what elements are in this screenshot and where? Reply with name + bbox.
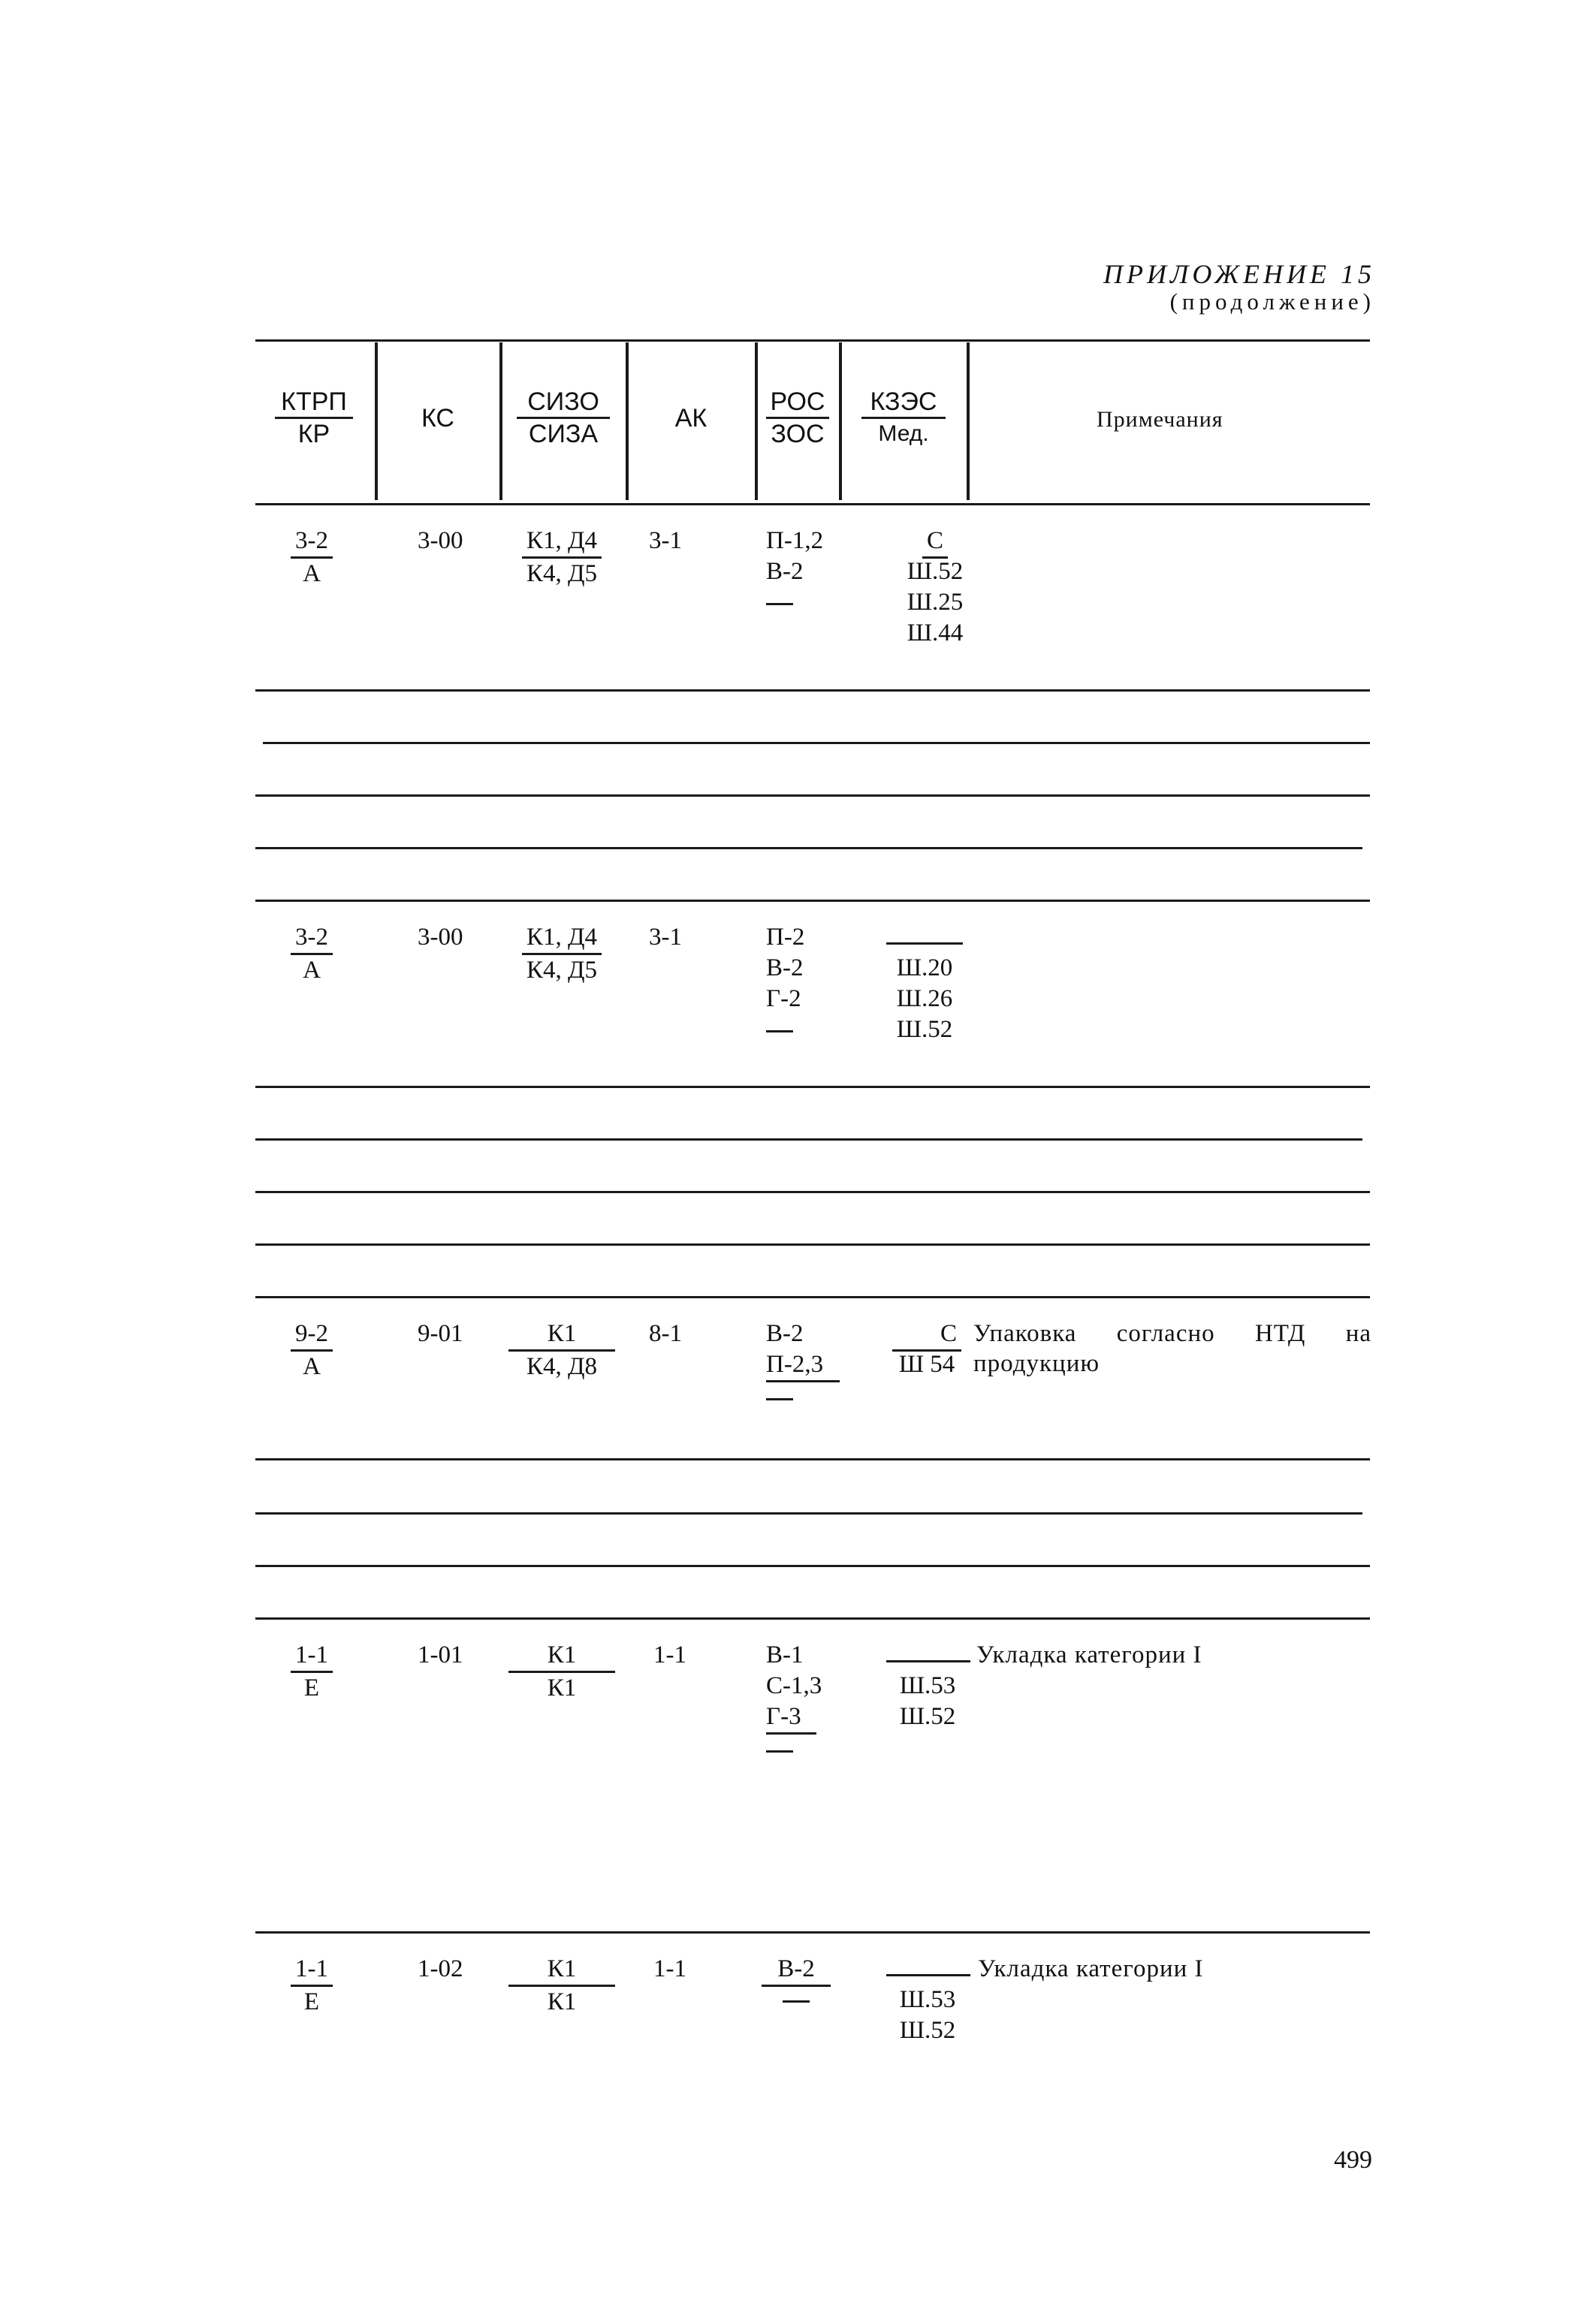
row5-kzes-item: Ш.52	[899, 2017, 956, 2044]
row-separator	[255, 1243, 1370, 1246]
row2-kzes	[883, 922, 966, 1045]
col-header-med: Мед.	[878, 421, 929, 446]
row5-ktrp: 1-1	[291, 1954, 333, 1987]
row3-siza: К4, Д8	[526, 1353, 598, 1380]
row1-zos	[766, 587, 823, 618]
row2-kr: А	[303, 957, 321, 984]
row1-ktrp: 3-2	[291, 526, 333, 559]
row4-ros-item: В-1	[766, 1641, 804, 1668]
row2-ak: 3-1	[649, 924, 682, 951]
row2-sizo: К1, Д4	[522, 922, 602, 955]
row2-ros-item: В-2	[766, 954, 804, 981]
row1-ks: 3-00	[418, 527, 463, 554]
row1-ak: 3-1	[649, 527, 682, 554]
row1-ros-item: В-2	[766, 558, 804, 585]
row1-kzes-item: Ш.44	[907, 619, 964, 647]
row2-sizo-siza	[502, 922, 622, 986]
row-separator	[255, 1086, 1370, 1088]
row2-ros-item: Г-2	[766, 985, 801, 1012]
col-sep-2	[499, 342, 502, 500]
row4-note: Укладка категории I	[976, 1641, 1202, 1668]
row4-kr: Е	[303, 1674, 320, 1702]
row4-ak: 1-1	[653, 1641, 686, 1668]
row5-ak: 1-1	[653, 1955, 686, 1982]
row-separator	[263, 742, 1370, 744]
row5-ros	[759, 1954, 834, 2015]
row5-sizo: К1	[508, 1954, 615, 1987]
row3-ros-item: В-2	[766, 1320, 804, 1347]
row2-ks: 3-00	[418, 924, 463, 951]
row2-ros	[766, 922, 804, 1045]
row4-sizo: К1	[508, 1640, 615, 1673]
row3-kr: А	[303, 1353, 321, 1380]
row-separator	[255, 1931, 1370, 1934]
row-separator	[255, 1617, 1370, 1620]
row1-kzes-item: Ш.25	[907, 589, 964, 616]
row4-zos	[766, 1735, 822, 1765]
row4-siza: К1	[547, 1674, 577, 1702]
row-separator	[255, 847, 1362, 849]
col-sep-5	[839, 342, 842, 500]
col-header-ros-zos	[759, 387, 837, 449]
row-separator	[255, 1191, 1370, 1193]
col-header-ros: РОС	[766, 387, 830, 419]
row-separator	[255, 1512, 1362, 1515]
row4-kzes-item: Ш.52	[899, 1703, 956, 1730]
col-header-kzes: КЗЭС	[861, 387, 946, 419]
row5-ros-item: В-2	[762, 1954, 831, 1987]
appendix-title: ПРИЛОЖЕНИЕ 15	[1103, 259, 1375, 289]
row5-kzes-item	[886, 1974, 970, 1976]
row4-ros	[766, 1640, 822, 1765]
row2-kzes-item: Ш.52	[896, 1016, 953, 1043]
row5-note: Укладка категории I	[978, 1955, 1204, 1982]
row5-sizo-siza	[502, 1954, 622, 2018]
row4-ks: 1-01	[418, 1641, 463, 1668]
row5-kzes-item: Ш.53	[899, 1986, 956, 2013]
row5-kr: Е	[303, 1988, 320, 2015]
row2-kzes-item: Ш.26	[896, 985, 953, 1012]
col-header-notes: Примечания	[1097, 407, 1223, 432]
row5-kzes	[886, 1954, 969, 2046]
row-separator	[255, 794, 1370, 797]
table-header-bottom-rule	[255, 503, 1370, 505]
row3-kzes-item: Ш 54	[898, 1351, 955, 1378]
row3-ak: 8-1	[649, 1320, 682, 1347]
row2-ktrp-kr	[285, 922, 338, 986]
row2-ktrp: 3-2	[291, 922, 333, 955]
col-header-zos: ЗОС	[771, 420, 825, 448]
row3-note: Упаковка согласно НТД на продукцию	[973, 1320, 1371, 1377]
col-header-ak: АК	[674, 404, 708, 433]
col-header-sizo: СИЗО	[517, 387, 610, 419]
page-number: 499	[1334, 2146, 1372, 2174]
row-separator	[255, 1565, 1370, 1567]
col-sep-1	[375, 342, 378, 500]
col-header-siza: СИЗА	[528, 420, 599, 448]
row2-siza: К4, Д5	[526, 957, 598, 984]
row-separator	[255, 1138, 1362, 1141]
row2-kzes-item	[886, 942, 963, 945]
col-sep-6	[967, 342, 970, 500]
row2-zos	[766, 1014, 804, 1045]
row5-siza: К1	[547, 1988, 577, 2015]
col-header-kr: КР	[297, 420, 330, 448]
row3-ros-item: П-2,3	[766, 1349, 840, 1382]
row1-siza: К4, Д5	[526, 560, 598, 587]
row4-kzes-item: Ш.53	[899, 1672, 956, 1699]
row-separator	[255, 1296, 1370, 1298]
row-separator	[255, 1458, 1370, 1460]
row5-ktrp-kr	[285, 1954, 338, 2018]
col-header-kzes-med	[843, 387, 964, 449]
row1-sizo-siza	[502, 526, 622, 589]
row1-sizo: К1, Д4	[522, 526, 602, 559]
row4-ros-item: С-1,3	[766, 1672, 822, 1699]
row3-zos	[766, 1382, 840, 1413]
col-header-sizo-siza	[503, 387, 623, 449]
row4-kzes	[886, 1640, 969, 1732]
row4-ktrp: 1-1	[291, 1640, 333, 1673]
row4-ktrp-kr	[285, 1640, 338, 1704]
row2-kzes-item: Ш.20	[896, 954, 953, 981]
row3-sizo-siza	[502, 1319, 622, 1382]
row3-kzes	[889, 1319, 964, 1380]
row1-ros	[766, 526, 823, 618]
col-header-ks: КС	[421, 404, 454, 433]
row1-kzes-item: Ш.52	[907, 558, 964, 585]
row2-ros-item: П-2	[766, 924, 805, 951]
row3-ros	[766, 1319, 840, 1413]
row4-kzes-item	[886, 1660, 970, 1662]
appendix-subtitle: (продолжение)	[1169, 288, 1375, 315]
row3-ks: 9-01	[418, 1320, 463, 1347]
col-header-ktrp-kr	[255, 387, 373, 449]
row1-kr: А	[303, 560, 321, 587]
row4-ros-item: Г-3	[766, 1702, 816, 1735]
row3-ktrp: 9-2	[291, 1319, 333, 1352]
row3-kzes-item: С	[892, 1319, 961, 1352]
row-separator	[255, 900, 1370, 902]
row5-zos	[759, 1985, 834, 2015]
row5-ks: 1-02	[418, 1955, 463, 1982]
row-separator	[255, 689, 1370, 692]
col-sep-4	[755, 342, 758, 500]
row4-sizo-siza	[502, 1640, 622, 1704]
row1-kzes	[894, 526, 976, 649]
row3-ktrp-kr	[285, 1319, 338, 1382]
row1-kzes-item: С	[922, 526, 948, 559]
row1-ktrp-kr	[285, 526, 338, 589]
col-header-ktrp: КТРП	[275, 387, 353, 419]
row3-sizo: К1	[508, 1319, 615, 1352]
table-top-rule	[255, 339, 1370, 342]
col-sep-3	[626, 342, 629, 500]
row1-ros-item: П-1,2	[766, 527, 824, 554]
